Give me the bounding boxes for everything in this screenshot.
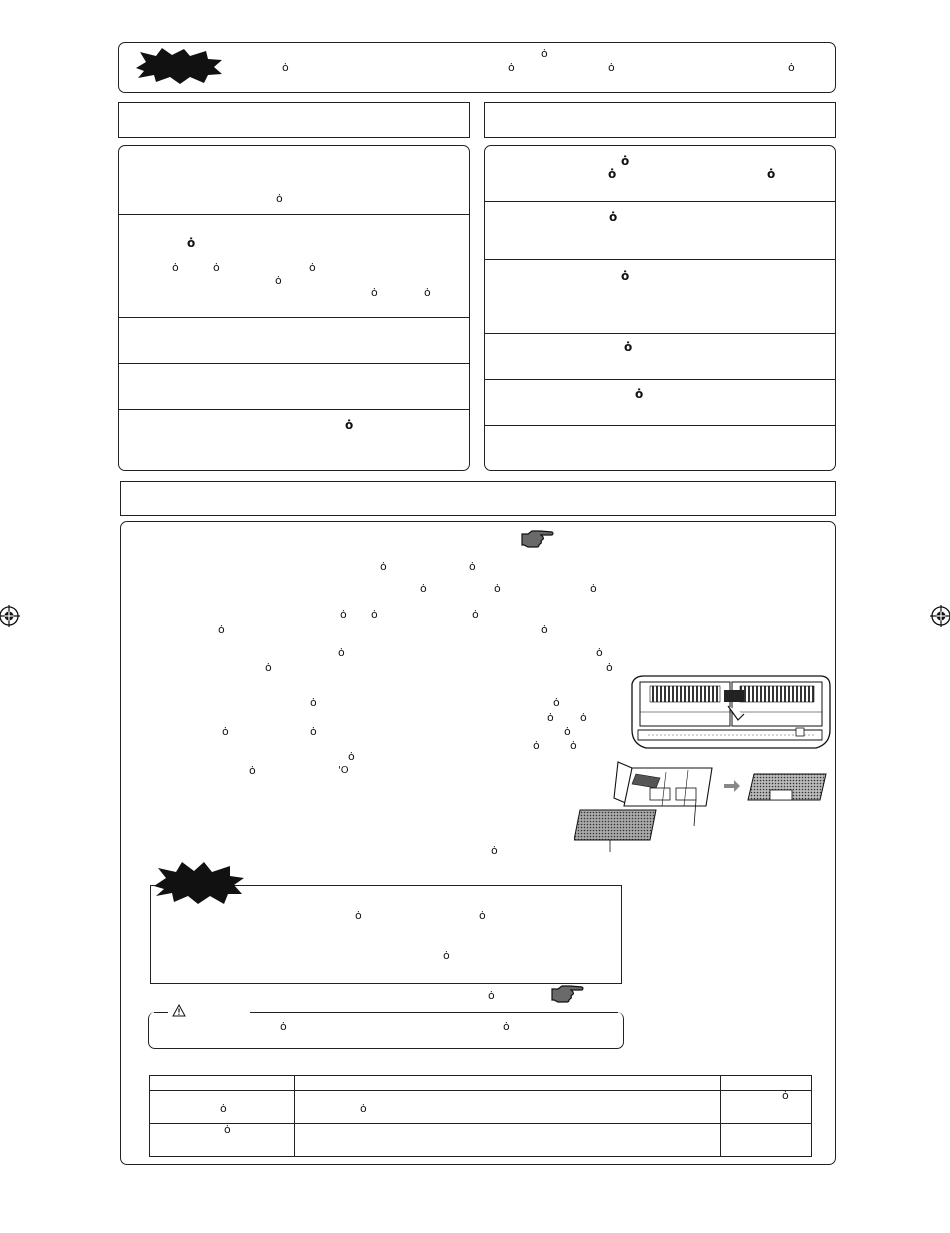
glyph: ȯ bbox=[580, 711, 587, 724]
left-panel bbox=[118, 145, 470, 471]
glyph: ȯ bbox=[503, 1020, 510, 1033]
glyph: ȯ bbox=[609, 210, 618, 224]
glyph: ȯ bbox=[624, 340, 633, 354]
starburst-badge-icon bbox=[132, 46, 224, 86]
glyph: ȯ bbox=[635, 387, 644, 401]
glyph: ȯ bbox=[782, 1089, 789, 1102]
glyph: ȯ bbox=[443, 949, 450, 962]
divider bbox=[118, 214, 470, 215]
glyph: ȯ bbox=[767, 167, 776, 181]
glyph: ȯ bbox=[621, 269, 630, 283]
right-panel bbox=[484, 145, 836, 471]
glyph: ȯ bbox=[222, 725, 229, 738]
glyph: ȯ bbox=[275, 274, 282, 287]
divider bbox=[484, 201, 836, 202]
divider bbox=[484, 425, 836, 426]
divider bbox=[484, 333, 836, 334]
glyph: ȯ bbox=[276, 192, 283, 205]
glyph: ȯ bbox=[371, 286, 378, 299]
glyph: ȯ bbox=[596, 646, 603, 659]
divider bbox=[118, 317, 470, 318]
glyph: ȯ bbox=[553, 696, 560, 709]
pointing-hand-icon bbox=[520, 528, 554, 550]
left-section-header bbox=[118, 102, 470, 138]
glyph: ȯ bbox=[360, 1102, 367, 1115]
table-cell bbox=[294, 1091, 721, 1124]
spec-table bbox=[149, 1075, 812, 1157]
air-filter-mesh-illustration bbox=[574, 808, 658, 854]
glyph: ȯ bbox=[494, 582, 501, 595]
table-cell bbox=[294, 1124, 721, 1157]
top-notice-box bbox=[118, 42, 836, 93]
divider bbox=[484, 259, 836, 260]
glyph: ȯ bbox=[491, 844, 498, 857]
glyph: ȯ bbox=[348, 750, 355, 763]
glyph: ȯ bbox=[564, 725, 571, 738]
glyph: ȯ bbox=[606, 661, 613, 674]
pointing-hand-icon bbox=[550, 983, 584, 1005]
glyph: ȯ bbox=[310, 725, 317, 738]
table-cell bbox=[721, 1124, 812, 1157]
registration-mark-icon bbox=[0, 605, 20, 627]
glyph: 'O bbox=[338, 765, 349, 776]
table-header-cell bbox=[294, 1076, 721, 1091]
glyph: ȯ bbox=[282, 61, 289, 74]
glyph: ȯ bbox=[265, 661, 272, 674]
registration-mark-icon bbox=[930, 605, 950, 627]
glyph: ȯ bbox=[541, 47, 548, 60]
glyph: ȯ bbox=[420, 582, 427, 595]
glyph: ȯ bbox=[280, 1020, 287, 1033]
table-header-cell bbox=[721, 1076, 812, 1091]
glyph: ȯ bbox=[479, 909, 486, 922]
glyph: ȯ bbox=[380, 560, 387, 573]
glyph: ȯ bbox=[570, 739, 577, 752]
starburst-badge-icon bbox=[150, 860, 246, 906]
glyph: ȯ bbox=[472, 608, 479, 621]
glyph: ȯ bbox=[220, 1102, 227, 1115]
glyph: ȯ bbox=[249, 764, 256, 777]
glyph: ȯ bbox=[608, 167, 617, 181]
table-cell bbox=[150, 1124, 295, 1157]
glyph: ȯ bbox=[541, 623, 548, 636]
glyph: ȯ bbox=[218, 623, 225, 636]
glyph: ȯ bbox=[488, 989, 495, 1002]
table-header-cell bbox=[150, 1076, 295, 1091]
glyph: ȯ bbox=[424, 286, 431, 299]
glyph: ȯ bbox=[213, 261, 220, 274]
warning-box-top-left bbox=[154, 1012, 168, 1013]
divider bbox=[118, 409, 470, 410]
divider bbox=[484, 379, 836, 380]
glyph: ȯ bbox=[309, 261, 316, 274]
glyph: ȯ bbox=[224, 1123, 231, 1136]
glyph: ȯ bbox=[338, 646, 345, 659]
indoor-unit-illustration bbox=[628, 672, 834, 754]
glyph: ȯ bbox=[533, 739, 540, 752]
glyph: ȯ bbox=[172, 261, 179, 274]
glyph: ȯ bbox=[469, 560, 476, 573]
right-section-header bbox=[484, 102, 836, 138]
glyph: ȯ bbox=[508, 61, 515, 74]
table-cell bbox=[721, 1091, 812, 1124]
warning-box bbox=[148, 1012, 624, 1049]
warning-box-top-right bbox=[250, 1012, 618, 1013]
glyph: ȯ bbox=[187, 236, 196, 250]
glyph: ȯ bbox=[355, 909, 362, 922]
glyph: ȯ bbox=[310, 696, 317, 709]
divider bbox=[118, 363, 470, 364]
glyph: ȯ bbox=[371, 608, 378, 621]
full-section-header bbox=[120, 481, 836, 516]
glyph: ȯ bbox=[340, 608, 347, 621]
glyph: ȯ bbox=[345, 418, 354, 432]
warning-triangle-icon bbox=[172, 1004, 186, 1017]
glyph: ȯ bbox=[608, 61, 615, 74]
glyph: ȯ bbox=[547, 711, 554, 724]
glyph: ȯ bbox=[621, 154, 630, 168]
glyph: ȯ bbox=[788, 61, 795, 74]
glyph: ȯ bbox=[590, 582, 597, 595]
